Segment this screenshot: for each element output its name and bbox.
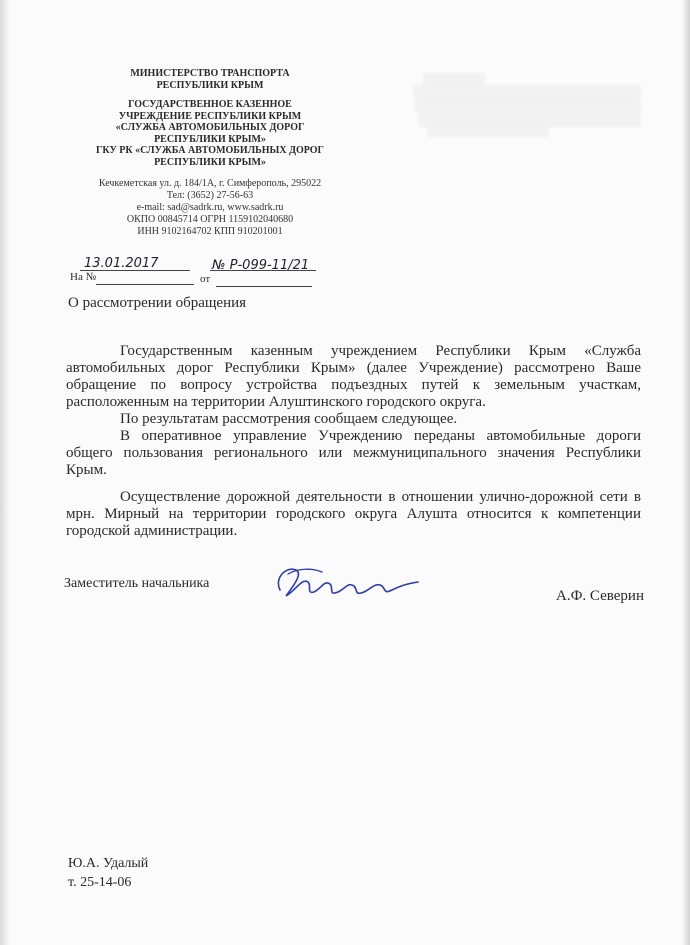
ministry-line-1: МИНИСТЕРСТВО ТРАНСПОРТА xyxy=(130,68,290,79)
signer-title: Заместитель начальника xyxy=(64,576,210,591)
address: Кечкеметская ул. д. 184/1А, г. Симферополь, 295022 xyxy=(98,178,322,189)
institution-line-2: УЧРЕЖДЕНИЕ РЕСПУБЛИКИ КРЫМ xyxy=(118,110,302,122)
institution-line-3: «СЛУЖБА АВТОМОБИЛЬНЫХ ДОРОГ xyxy=(115,122,305,133)
paragraph-1: Государственным казенным учреждением Республики Крым «Служба автомобильных дорог Республики Крым» (далее Учреждение) рассмотрено Ваше обращение по вопросу устройства подъездных путей к земельным участкам, расположенным на территории Алуштинского городского округа. xyxy=(66,343,641,410)
signer-name: А.Ф. Северин xyxy=(556,588,644,604)
paragraph-4: Осуществление дорожной деятельности в отношении улично-дорожной сети в мрн. Мирный на территории городского округа Алушта относится к компетенции городской администрации. xyxy=(66,489,641,539)
executor-block xyxy=(68,854,148,892)
signature-row xyxy=(64,576,644,616)
institution-line-5: ГКУ РК «СЛУЖБА АВТОМОБИЛЬНЫХ ДОРОГ xyxy=(96,145,324,156)
contacts-block xyxy=(70,178,350,238)
executor-phone: т. 25-14-06 xyxy=(68,875,132,890)
scan-left-edge xyxy=(0,0,10,945)
scan-right-edge xyxy=(682,0,690,945)
inn-kpp: ИНН 9102164702 КПП 910201001 xyxy=(137,226,283,237)
label-from: от xyxy=(200,273,211,285)
executor-name: Ю.А. Удалый xyxy=(68,856,149,871)
institution-line-1: ГОСУДАРСТВЕННОЕ КАЗЕННОЕ xyxy=(128,99,292,110)
phone: Тел: (3652) 27-56-63 xyxy=(166,190,254,201)
paragraph-2: По результатам рассмотрения сообщаем следующее. xyxy=(120,411,458,427)
handwritten-date: 13.01.2017 xyxy=(84,256,159,271)
paragraph-3: В оперативное управление Учреждению переданы автомобильные дороги общего пользования регионального или межмуниципального значения Республики Крым. xyxy=(66,428,641,478)
ministry-line-2: РЕСПУБЛИКИ КРЫМ xyxy=(156,79,264,91)
institution-line-6: РЕСПУБЛИКИ КРЫМ» xyxy=(154,156,266,168)
letter-body xyxy=(66,343,641,540)
institution-line-4: РЕСПУБЛИКИ КРЫМ» xyxy=(154,133,266,145)
handwritten-signature xyxy=(268,560,428,610)
redacted-addressee xyxy=(414,70,642,138)
okpo-ogrn: ОКПО 00845714 ОГРН 1159102040680 xyxy=(126,214,294,225)
letterhead xyxy=(70,68,350,238)
handwritten-number: № Р-099-11/21 xyxy=(212,258,310,273)
subject-line: О рассмотрении обращения xyxy=(68,295,247,311)
label-in-reply-to: На № xyxy=(70,271,97,283)
reference-row xyxy=(70,256,320,292)
email: e-mail: sad@sadrk.ru, www.sadrk.ru xyxy=(136,202,284,213)
